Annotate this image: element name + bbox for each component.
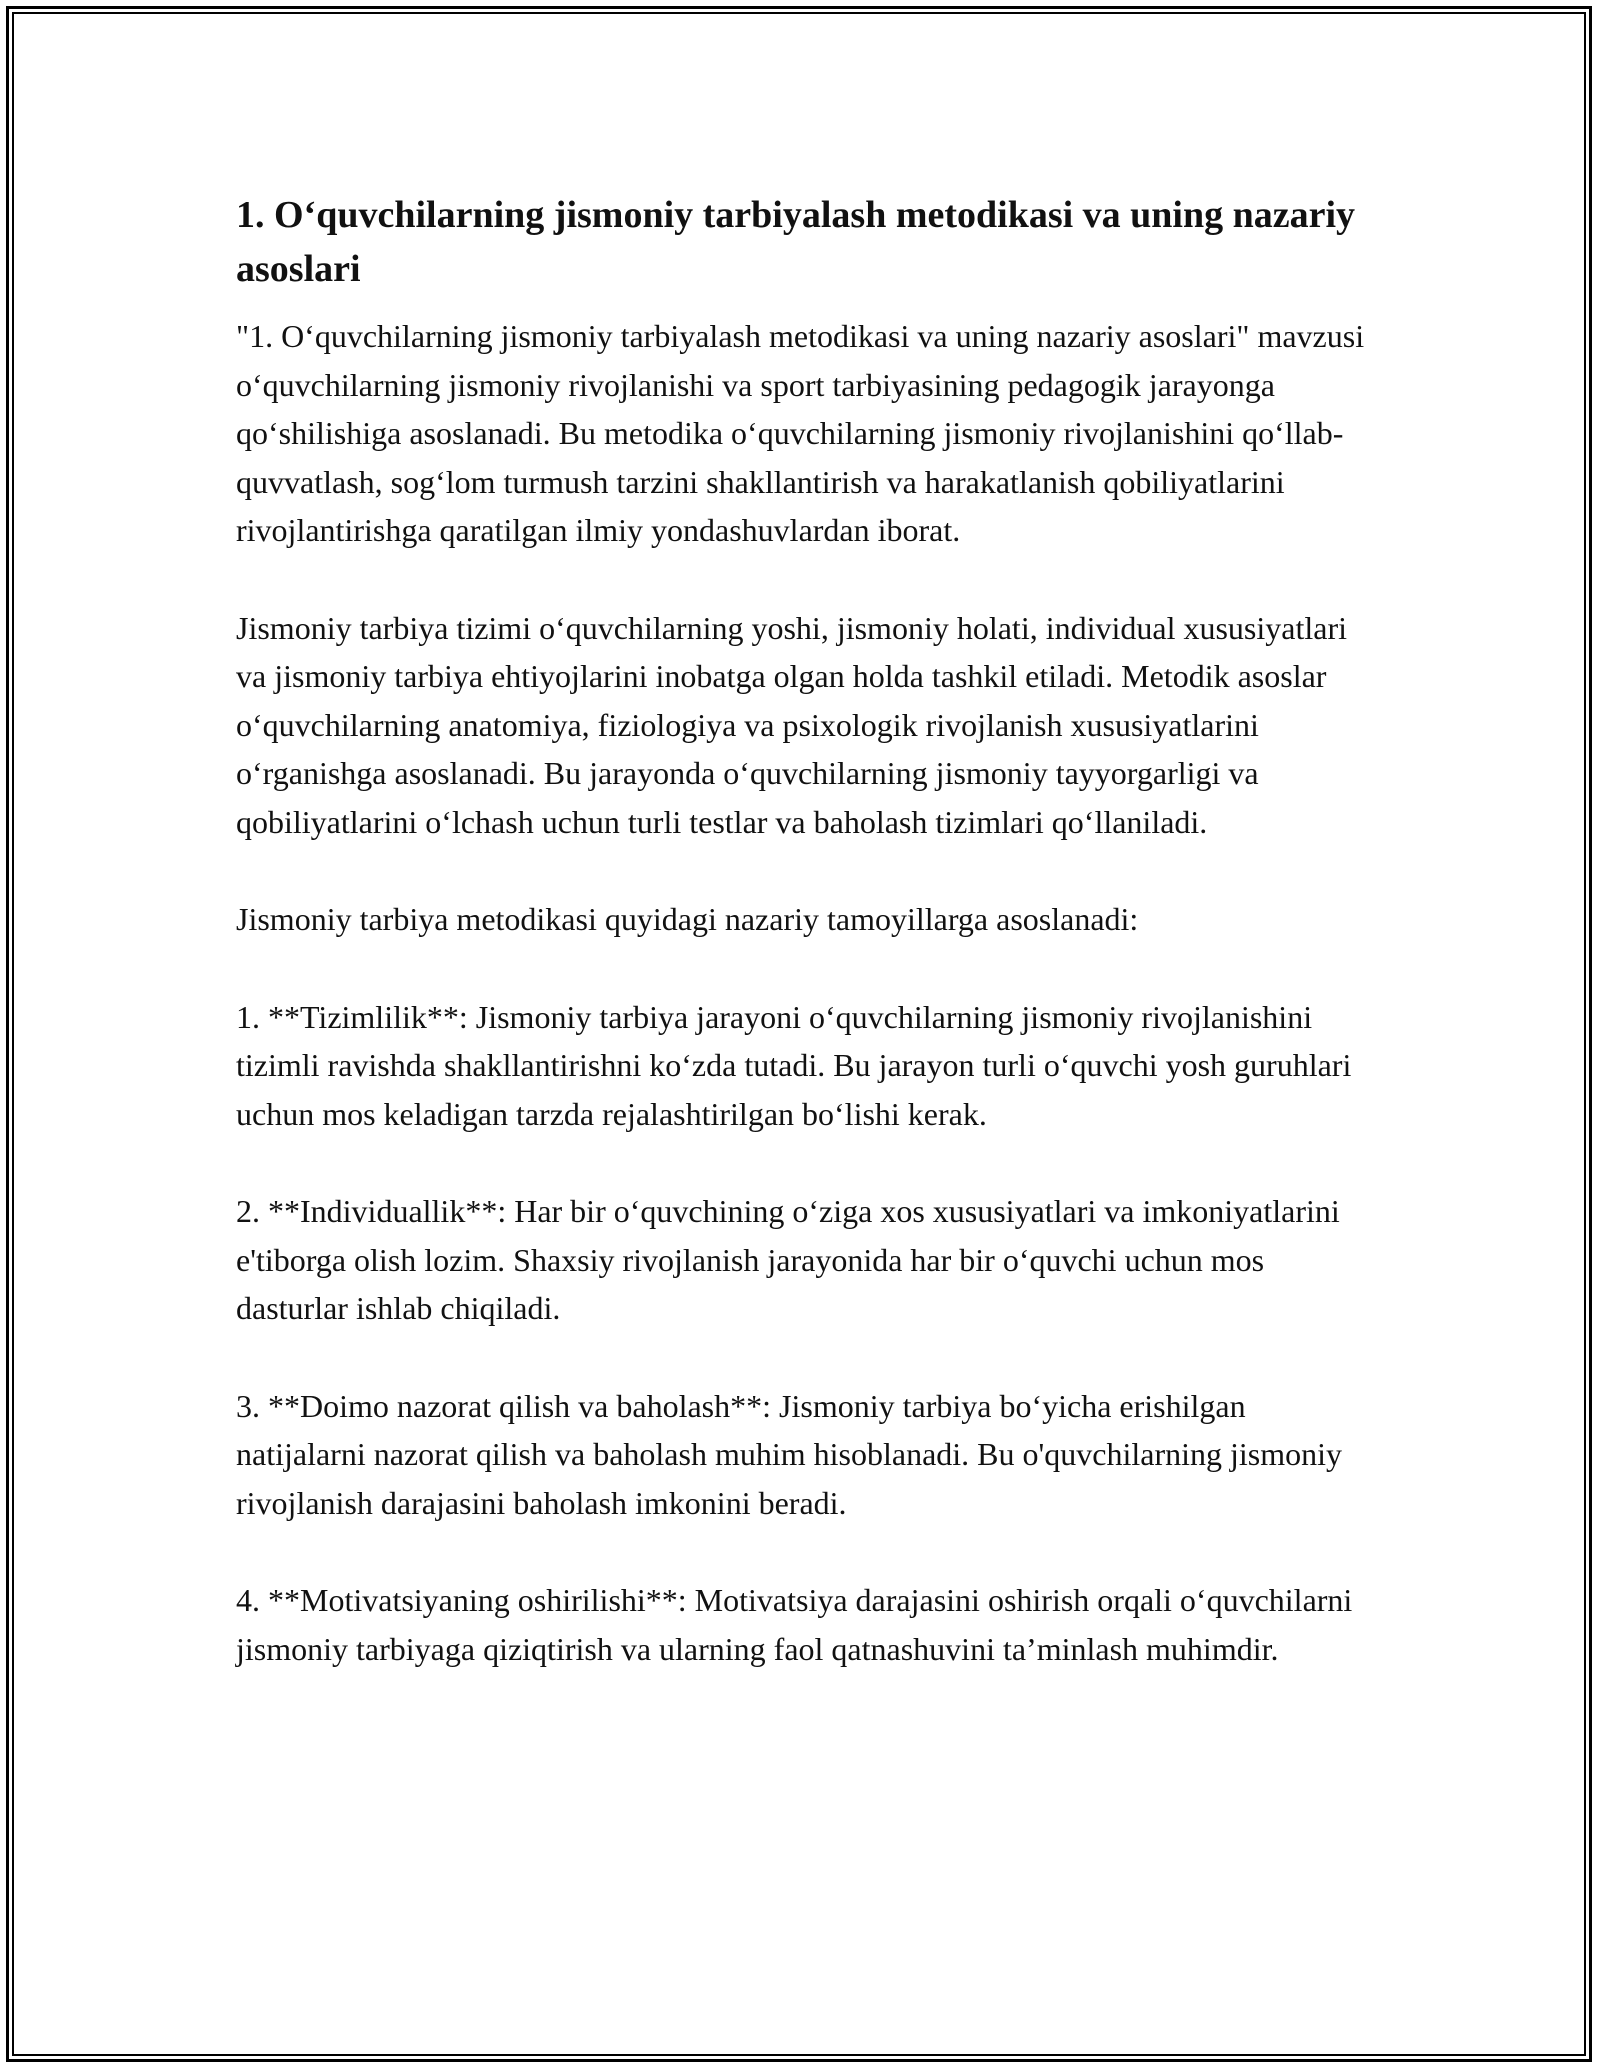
paragraph-principles-intro: Jismoniy tarbiya metodikasi quyidagi nazariy tamoyillarga asoslanadi: [236, 901, 1139, 937]
paragraph-system: Jismoniy tarbiya tizimi o‘quvchilarning yoshi, jismoniy holati, individual xususiyatlari va jismoniy tarbiya ehtiyojlarini inobatga olgan holda tashkil etiladi. Metodik asoslar o‘quvchilarning anatomiya, fiziologiya va psixologik rivojlanish xususiyatlarini o‘rganishga asoslanadi. Bu jarayonda o‘quvchilarning jismoniy tayyorgarligi va qobiliyatlarini o‘lchash uchun turli testlar va baholash tizimlari qo‘llaniladi. [236, 609, 1347, 840]
paragraph-intro: "1. O‘quvchilarning jismoniy tarbiyalash metodikasi va uning nazariy asoslari" mavzusi o‘quvchilarning jismoniy rivojlanishi va sport tarbiyasining pedagogik jarayonga qo‘shilishiga asoslanadi. Bu metodika o‘quvchilarning jismoniy rivojlanishini qo‘llab-quvvatlash, sog‘lom turmush tarzini shakllantirish va harakatlanish qobiliyatlarini rivojlantirishga qaratilgan ilmiy yondashuvlardan iborat. [236, 318, 1365, 548]
principle-3: 3. **Doimo nazorat qilish va baholash**: Jismoniy tarbiya bo‘yicha erishilgan natijalarni nazorat qilish va baholash muhim hisoblanadi. Bu o'quvchilarning jismoniy rivojlanish darajasini baholash imkonini beradi. [236, 1387, 1343, 1521]
principle-2: 2. **Individuallik**: Har bir o‘quvchining o‘ziga xos xususiyatlari va imkoniyatlarini e'tiborga olish lozim. Shaxsiy rivojlanish jarayonida har bir o‘quvchi uchun mos dasturlar ishlab chiqiladi. [236, 1193, 1340, 1326]
principle-4: 4. **Motivatsiyaning oshirilishi**: Motivatsiya darajasini oshirish orqali o‘quvchilarni jismoniy tarbiyaga qiziqtirish va ularning faol qatnashuvini ta’minlash muhimdir. [236, 1582, 1353, 1667]
document-body [236, 188, 1366, 1722]
principle-1: 1. **Tizimlilik**: Jismoniy tarbiya jarayoni o‘quvchilarning jismoniy rivojlanishini tizimli ravishda shakllantirishni ko‘zda tutadi. Bu jarayon turli o‘quvchi yosh guruhlari uchun mos keladigan tarzda rejalashtirilgan bo‘lishi kerak. [236, 998, 1352, 1132]
document-title: 1. O‘quvchilarning jismoniy tarbiyalash metodikasi va uning nazariy asoslari [236, 194, 1356, 290]
